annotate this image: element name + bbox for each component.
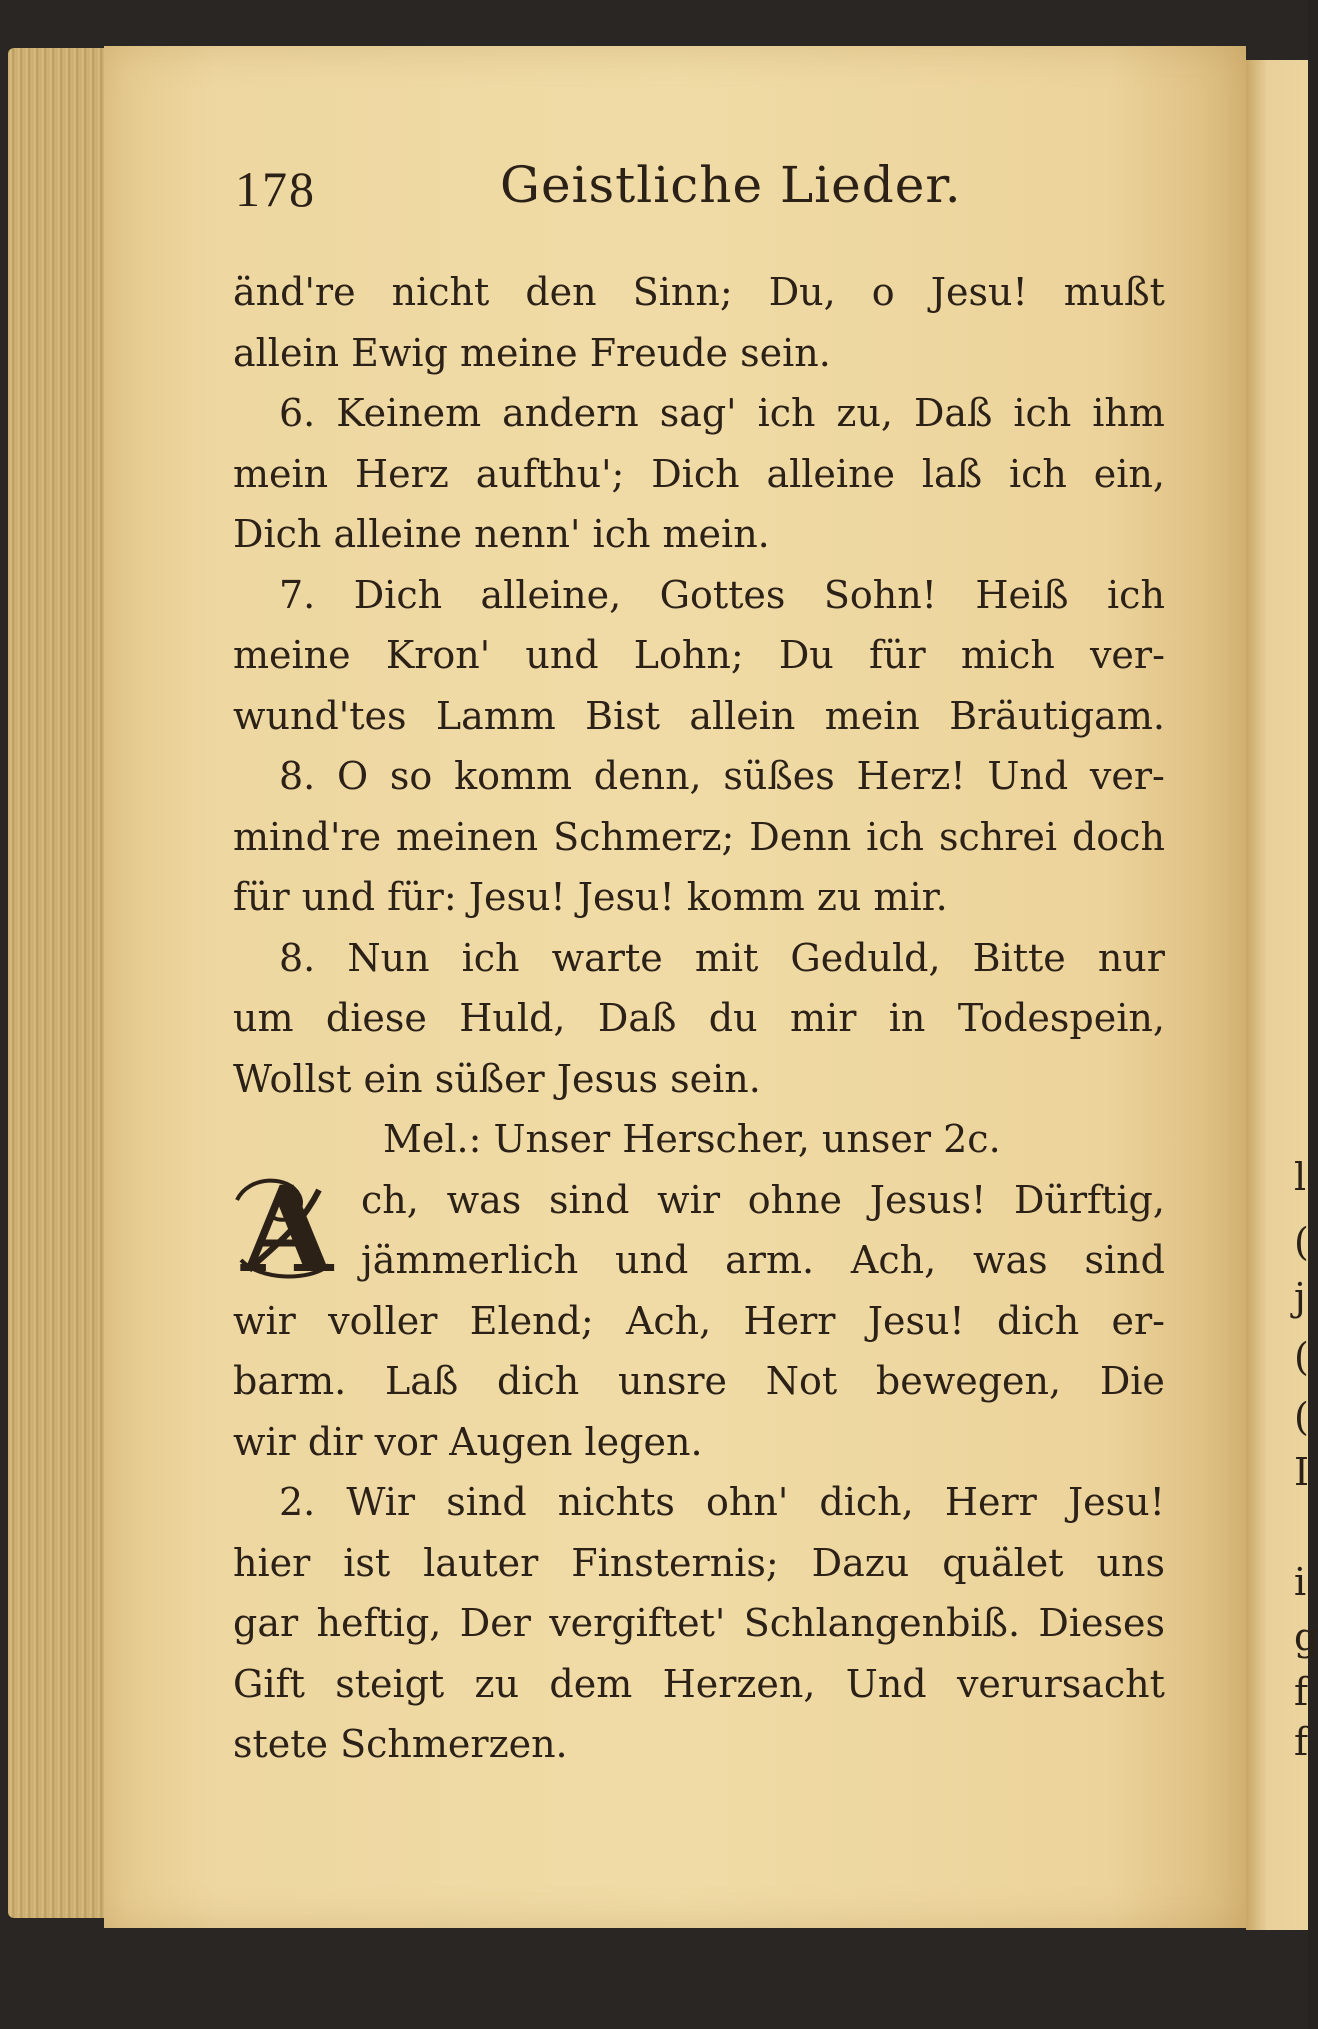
word: er- [1111,1298,1165,1343]
word: ver- [1089,633,1165,677]
text-line [233,1291,1165,1352]
word: diese [325,996,427,1040]
page-text [233,262,1165,1775]
word: gar [233,1601,299,1645]
word: Herr [743,1298,836,1343]
word: Herr [944,1480,1037,1524]
next-page-glyph: f [1294,1670,1309,1714]
word: Daß [913,391,993,435]
running-title: Geistliche Lieder. [500,156,962,214]
text-line [233,1230,1165,1291]
word: was [446,1177,522,1222]
word: ihm [1092,391,1165,435]
text-line: stete Schmerzen. [233,1722,568,1766]
word: Sinn; [632,270,733,314]
word: den [525,270,597,314]
word: ich [757,391,816,435]
text-line: für und für: Jesu! Jesu! komm zu mir. [233,875,948,919]
word: süßes [723,754,835,798]
word: für [868,633,926,677]
word: alleine, [480,572,622,617]
word: ohn' [706,1480,789,1524]
next-page-glyph: l [1294,1155,1307,1199]
melody-line: Mel.: Unser Herscher, unser 2c. [383,1117,1001,1161]
page-header [235,156,1165,220]
word: um [233,996,294,1040]
word: Heiß [975,572,1069,617]
text-line [233,1170,1165,1231]
word: dich [496,1359,580,1403]
word: Ach, [850,1238,937,1282]
word: 8. [279,935,316,980]
word: quälet [942,1540,1064,1585]
next-page-glyph: I [1294,1450,1310,1494]
page-number: 178 [235,161,316,217]
word: hier [233,1540,311,1585]
word: Bräutigam. [949,693,1165,738]
next-page-glyph: j [1294,1275,1306,1319]
word: unsre [617,1359,728,1403]
word: mich [960,633,1055,677]
word: mir [790,996,857,1040]
word: 7. [279,572,316,617]
text-line [233,807,1165,868]
text-line [233,1472,1165,1533]
word: Finsternis; [571,1540,779,1585]
text-line [233,1533,1165,1594]
word: 2. [279,1480,316,1524]
text-line [233,383,1165,444]
word: Und [845,1661,927,1706]
word: wund'tes [233,693,407,738]
text-line [233,1593,1165,1654]
word: uns [1096,1540,1165,1585]
word: doch [1071,814,1165,859]
word: und [525,633,599,677]
word: Herzen, [662,1661,816,1706]
text-line [233,746,1165,807]
word: wir [233,1298,296,1343]
word: Dürftig, [1013,1177,1165,1222]
word: ch, [361,1177,419,1222]
text-line [233,1351,1165,1412]
verses-section [233,262,1165,1109]
word: änd're [233,270,356,314]
word: aufthu'; [475,451,625,496]
word: ver- [1089,754,1165,798]
word: dich [996,1298,1080,1343]
text-line [233,444,1165,505]
word: Du, [768,270,836,314]
word: schrei [938,814,1058,859]
word: verursacht [956,1661,1165,1706]
word: Wir [346,1480,416,1524]
text-line: Dich alleine nenn' ich mein. [233,512,770,556]
word: andern [502,391,639,435]
word: zu [474,1661,520,1706]
word: Dich [651,451,740,496]
word: komm [454,754,573,798]
word: 6. [279,391,316,435]
word: ich [866,814,925,859]
word: o [871,270,895,314]
text-line: wir dir vor Augen legen. [233,1419,703,1464]
word: Denn [749,814,852,859]
word: meine [233,633,351,677]
word: wir [657,1177,720,1222]
word: mit [694,935,759,980]
word: Gottes [659,572,786,617]
text-line [233,686,1165,747]
page-edges [8,48,118,1918]
word: voller [328,1298,438,1343]
word: Laß [384,1359,459,1403]
word: O [337,754,369,798]
word: sag' [659,391,737,435]
next-page-glyph: g [1294,1615,1318,1659]
text-line [233,928,1165,989]
word: meinen [396,814,539,859]
text-line [233,625,1165,686]
word: sind [548,1177,630,1222]
word: Und [987,754,1069,798]
next-page-glyph: ( [1294,1220,1309,1264]
word: Die [1099,1359,1165,1403]
word: Kron' [385,633,491,677]
word: in [888,996,926,1040]
word: 8. [279,754,316,798]
word: Nun [347,935,430,980]
word: alleine [766,451,896,496]
word: mein [233,451,329,496]
word: zu, [836,391,893,435]
next-page-glyph: f [1294,1720,1309,1764]
word: arm. [725,1238,815,1282]
word: laß [921,451,983,496]
word: sind [1084,1238,1165,1282]
next-page-glyph: ( [1294,1395,1309,1439]
word: Jesu! [930,270,1028,314]
drop-cap-letter: A [241,1159,333,1299]
word: Sohn! [823,572,937,617]
word: Ach, [625,1298,712,1343]
word: Bist [585,693,660,738]
text-line [233,988,1165,1049]
next-page-edge [1246,60,1318,1930]
word: was [972,1238,1048,1282]
word: Du [778,633,834,677]
word: Herz [355,451,449,496]
word: barm. [233,1359,347,1403]
word: ich [1008,451,1067,496]
word: jämmerlich [361,1238,579,1282]
word: nichts [557,1480,675,1524]
hymn-lines [233,1159,1165,1775]
word: Schlangenbiß. [743,1601,1021,1645]
word: dich, [819,1480,914,1524]
word: Dazu [811,1540,910,1585]
word: nicht [391,270,490,314]
text-line [233,262,1165,323]
word: mußt [1063,270,1165,314]
word: ich [1107,572,1165,617]
word: allein [689,693,796,738]
word: Not [765,1359,838,1403]
text-line [233,1654,1165,1715]
word: Huld, [459,996,566,1040]
word: du [708,996,758,1040]
word: Lamm [435,693,556,738]
word: ich [1013,391,1072,435]
word: Der [459,1601,531,1645]
word: Jesu! [1067,1480,1165,1524]
text-line: Wollst ein süßer Jesus sein. [233,1056,761,1101]
word: warte [551,935,663,980]
word: bewegen, [875,1359,1062,1403]
text-line: allein Ewig meine Freude sein. [233,330,831,375]
word: Geduld, [790,935,941,980]
text-line [233,565,1165,626]
hymn-section [233,1159,1165,1775]
word: so [389,754,433,798]
word: ein, [1093,451,1165,496]
word: Todespein, [957,996,1165,1040]
word: lauter [423,1540,539,1585]
next-page-glyph: ( [1294,1335,1309,1379]
word: sind [446,1480,527,1524]
word: Bitte [972,935,1066,980]
word: Schmerz; [553,814,735,859]
word: nur [1097,935,1165,980]
word: mein [824,693,920,738]
word: heftig, [316,1601,442,1645]
word: dem [549,1661,633,1706]
word: mind're [233,814,382,859]
word: denn, [593,754,702,798]
word: Herz! [856,754,966,798]
word: ich [461,935,520,980]
word: ohne [747,1177,843,1222]
word: vergiftet' [549,1601,726,1645]
word: Daß [597,996,677,1040]
word: Gift [233,1661,305,1706]
word: und [615,1238,689,1282]
word: Elend; [469,1298,594,1343]
word: Jesus! [869,1177,987,1222]
word: ist [343,1540,391,1585]
word: steigt [335,1661,445,1706]
word: Lohn; [633,633,744,677]
next-page-glyph: i [1294,1560,1307,1604]
word: Dieses [1038,1601,1165,1645]
word: Keinem [336,391,482,435]
word: Dich [353,572,443,617]
word: Jesu! [867,1298,965,1343]
